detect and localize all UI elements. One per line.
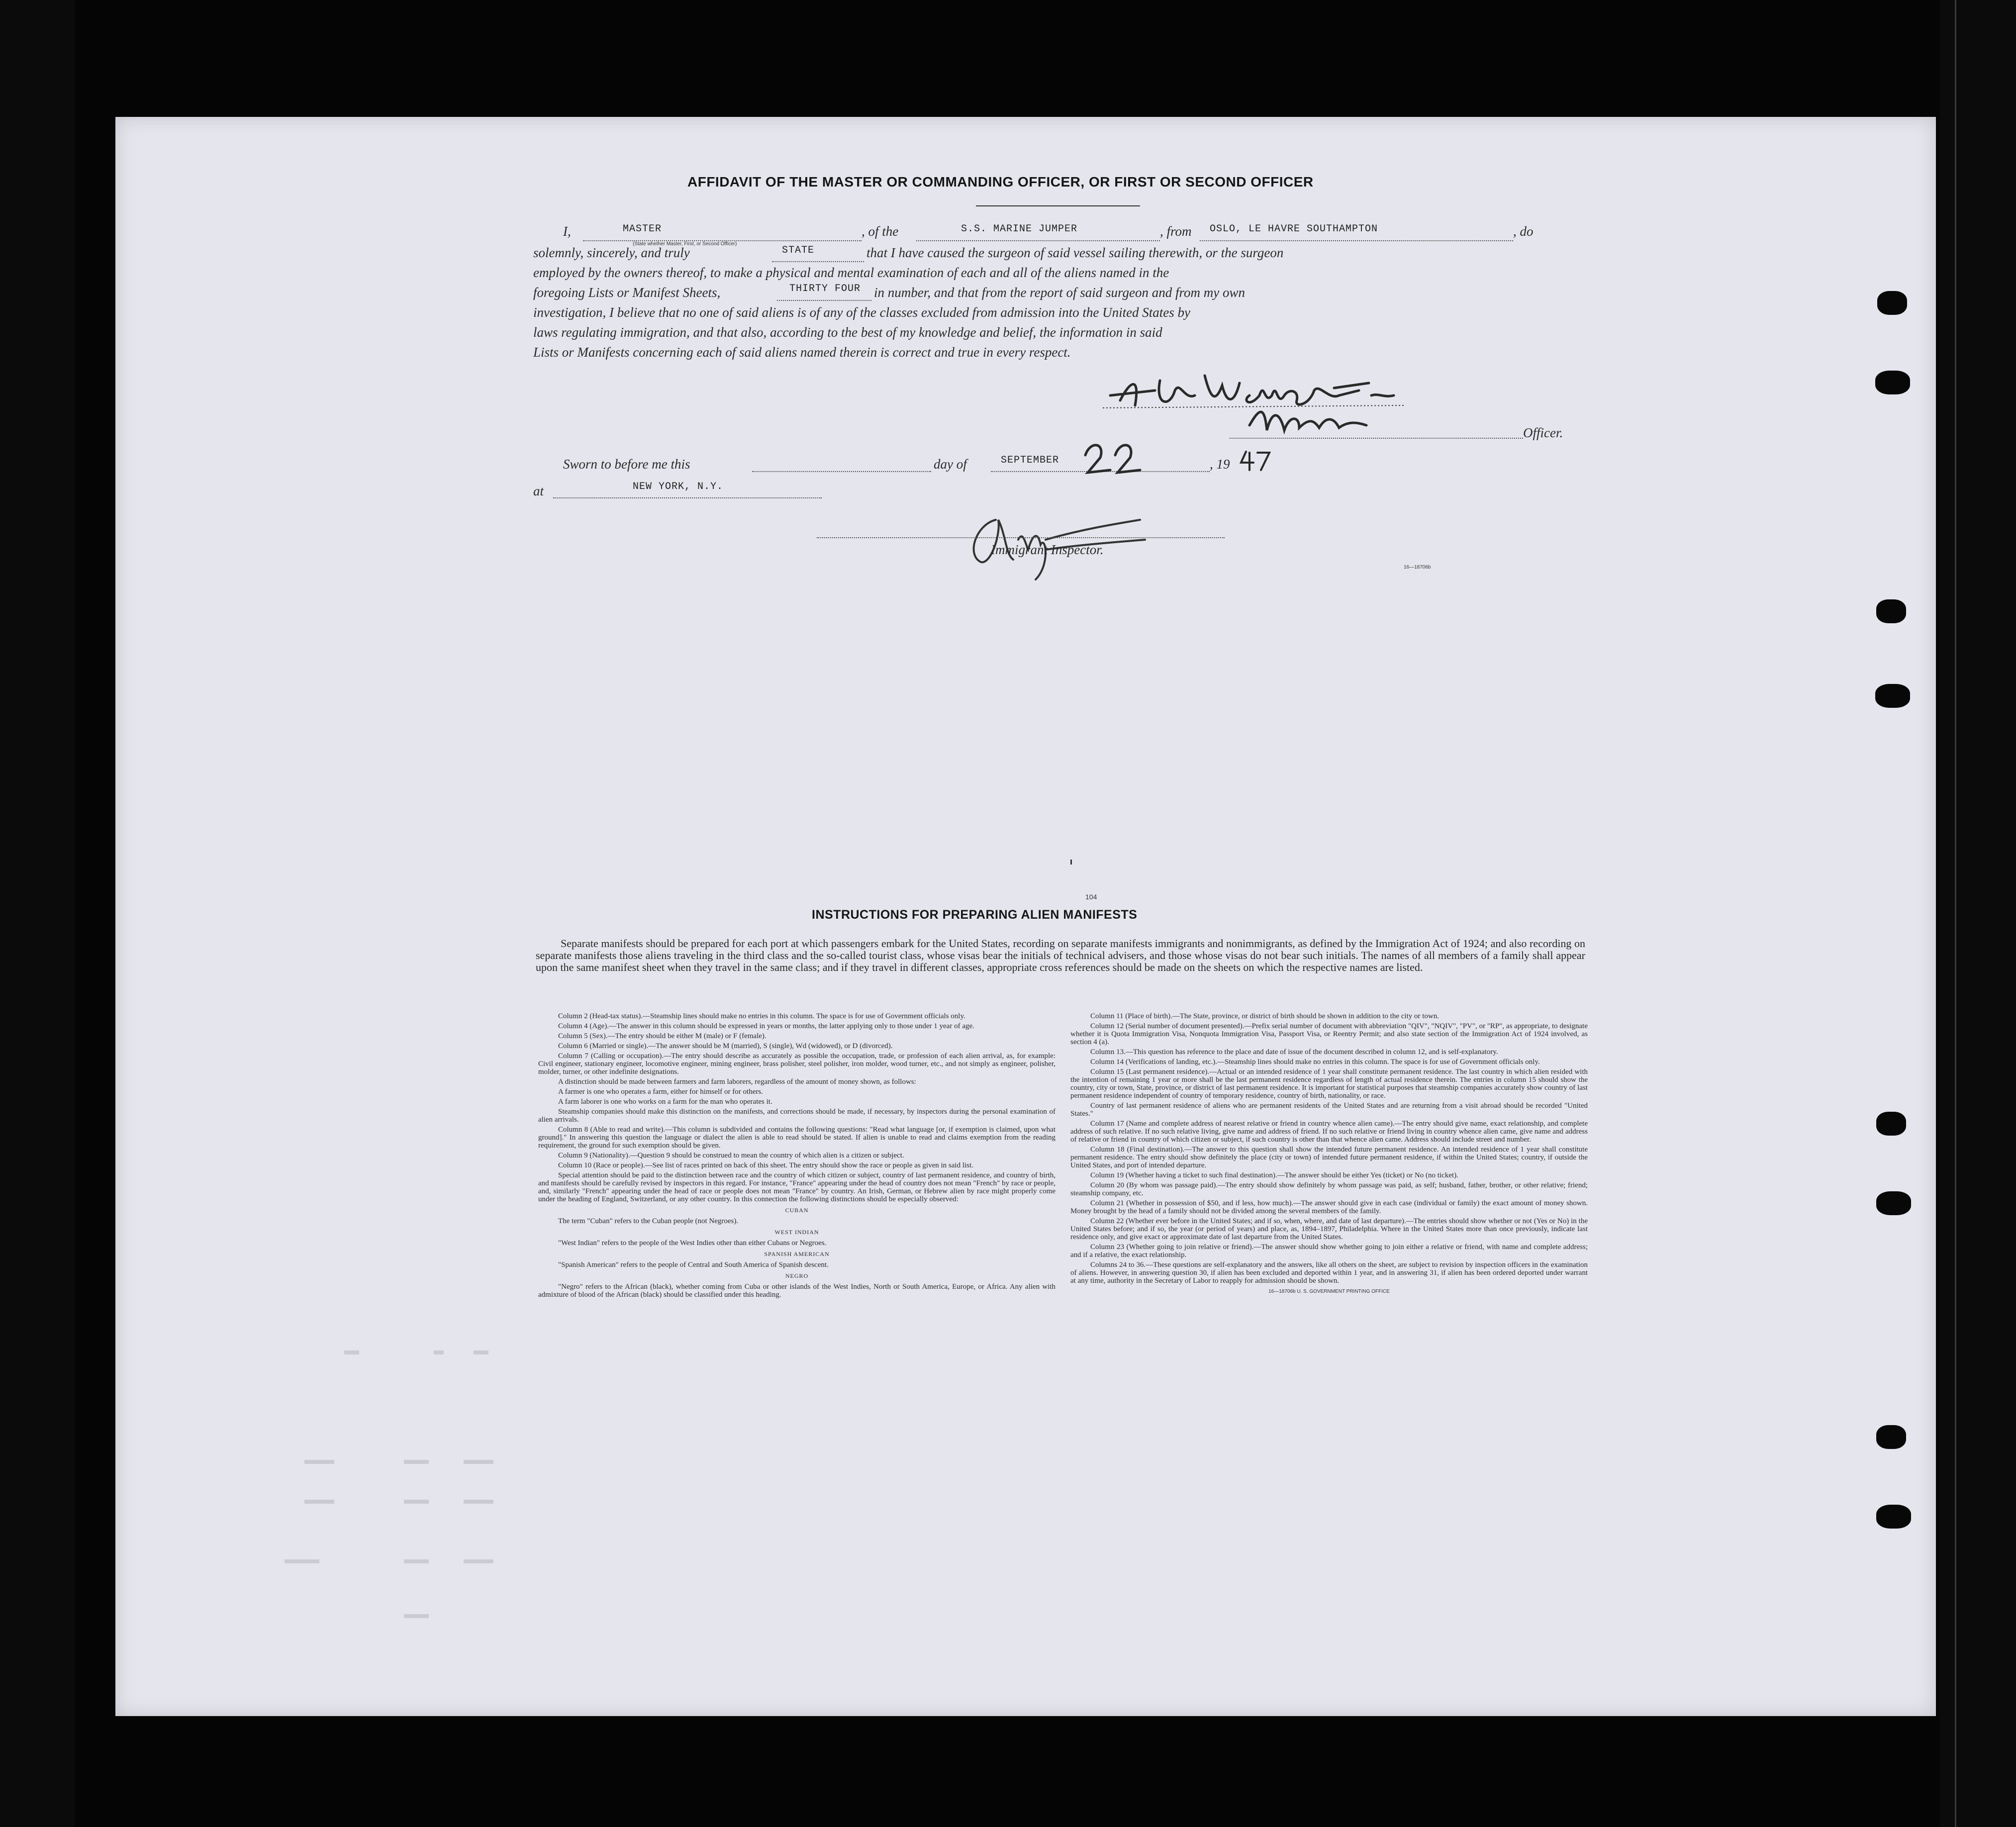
instruction-paragraph: Column 5 (Sex).—The entry should be either M (male) or F (female). bbox=[558, 1032, 767, 1040]
footer-mark: 16—18706b U. S. GOVERNMENT PRINTING OFFICE bbox=[1268, 1289, 1390, 1294]
section-heading: WEST INDIAN bbox=[774, 1229, 819, 1236]
affidavit-line-1: I, bbox=[563, 224, 571, 239]
instruction-paragraph: A farmer is one who operates a farm, either for himself or for others. bbox=[558, 1088, 763, 1096]
affidavit-title: AFFIDAVIT OF THE MASTER OR COMMANDING OFFICER, OR FIRST OR SECOND OFFICER bbox=[687, 174, 1314, 190]
ink-speck bbox=[1070, 860, 1072, 865]
instructions-title: INSTRUCTIONS FOR PREPARING ALIEN MANIFESTS bbox=[812, 908, 1138, 922]
bleed-through-marks bbox=[265, 1350, 513, 1649]
film-frame-left bbox=[0, 0, 75, 1827]
sheets-field: THIRTY FOUR bbox=[789, 283, 861, 294]
of-the-label: , of the bbox=[862, 224, 899, 239]
section-heading: CUBAN bbox=[785, 1207, 809, 1214]
instruction-paragraph: Column 20 (By whom was passage paid).—The entry should show definitely by whom passage was paid, as self; husband, father, brother, or other relative; friend; steamship company, etc. bbox=[1070, 1181, 1588, 1197]
instruction-paragraph: Column 6 (Married or single).—The answer should be M (married), S (single), Wd (widowed), or D (divorced). bbox=[558, 1042, 893, 1050]
instruction-paragraph: Column 15 (Last permanent residence).—Actual or an intended residence of 1 year shall constitute permanent residence. The last country in which alien resided with the intention of remaining 1 year or more shall be the last permanent residence regardless of length of actual residence therein. The entries in column 15 should show the country, city or town, State, province, or district of last permanent residence. It is important for statistical purposes that steamship companies accurately show country of last permanent residence independent of country of temporary residence, country of birth, nationality, or race. bbox=[1070, 1068, 1588, 1100]
year-label: , 19 bbox=[1210, 457, 1230, 472]
affidavit-line-4b: in number, and that from the report of said surgeon and from my own bbox=[874, 285, 1245, 300]
instruction-paragraph: "West Indian" refers to the people of the West Indies other than either Cubans or Negroes. bbox=[558, 1239, 827, 1247]
year-handwritten bbox=[1239, 448, 1273, 473]
instruction-paragraph: Special attention should be paid to the distinction between race and the country of which citizen or subject, country of last permanent residence, and country of birth, and manifests should be carefully revised by inspectors in this regard. For instance, "France" appearing under the head of country does not mean "French" by race or people, and, similarly "French" appearing under the head of race or people does not mean "France" by country. An Irish, German, or Hebrew alien by race might properly come under the heading of England, Switzerland, or any other country. In this connection the following distinctions should be especially observed: bbox=[538, 1171, 1056, 1203]
page-mark: 104 bbox=[1085, 893, 1097, 901]
state-field-line bbox=[772, 261, 864, 262]
punch-hole bbox=[1876, 1191, 1911, 1215]
instructions-right-column bbox=[1070, 1012, 1588, 1298]
punch-hole bbox=[1875, 684, 1910, 708]
instruction-paragraph: "Spanish American" refers to the people of Central and South America of Spanish descent. bbox=[558, 1261, 829, 1269]
film-frame-right bbox=[1940, 0, 2016, 1827]
from-label: , from bbox=[1160, 224, 1192, 239]
instruction-paragraph: Column 19 (Whether having a ticket to such final destination).—The answer should be either Yes (ticket) or No (no ticket). bbox=[1090, 1171, 1458, 1179]
inspector-sign-line bbox=[817, 537, 1225, 538]
day-handwritten bbox=[1080, 435, 1150, 480]
instruction-paragraph: Column 22 (Whether ever before in the United States; and if so, when, where, and date of last departure).—The entries should show whether or not (Yes or No) in the United States before; and if so, the year (or period of years) and place, as, 1894–1897, Philadelphia. Where in the United States more than once previously, indicate last residence only, and give exact or approximate date of last departure from the United States. bbox=[1070, 1217, 1588, 1241]
instruction-paragraph: Column 18 (Final destination).—The answer to this question shall show the intended future permanent residence. An intended residence of 1 year shall constitute permanent residence. The entry should show definitely the place (city or town) of intended future permanent residence, if within the United States; country, if outside the United States, and port of intended departure. bbox=[1070, 1146, 1588, 1169]
affidavit-line-6: laws regulating immigration, and that also, according to the best of my knowledge and belief, the information in said bbox=[533, 325, 1162, 340]
instruction-paragraph: Column 21 (Whether in possession of $50, and if less, how much).—The answer should give in each case (individual or family) the exact amount of money shown. Money brought by the head of a family should not be divided among the several members of the family. bbox=[1070, 1199, 1588, 1215]
ports-field: OSLO, LE HAVRE SOUTHAMPTON bbox=[1210, 223, 1378, 235]
manifest-page bbox=[115, 117, 1936, 1716]
sworn-label: Sworn to before me this bbox=[563, 457, 690, 472]
affidavit-line-2b: that I have caused the surgeon of said vessel sailing therewith, or the surgeon bbox=[866, 245, 1284, 260]
affidavit-line-5: investigation, I believe that no one of said aliens is of any of the classes excluded from admission into the United States by bbox=[533, 305, 1191, 320]
officer-label: Officer. bbox=[1523, 425, 1563, 440]
punch-hole bbox=[1876, 1505, 1911, 1529]
master-signature bbox=[1100, 361, 1548, 440]
ports-field-line bbox=[1200, 240, 1513, 241]
punch-hole bbox=[1876, 599, 1906, 623]
affidavit-line-4a: foregoing Lists or Manifest Sheets, bbox=[533, 285, 721, 300]
day-of-label: day of bbox=[934, 457, 967, 472]
place-field-line bbox=[553, 497, 822, 498]
affidavit-line-7: Lists or Manifests concerning each of said aliens named therein is correct and true in every respect. bbox=[533, 345, 1071, 360]
section-heading: NEGRO bbox=[785, 1272, 809, 1279]
instruction-paragraph: "Negro" refers to the African (black), whether coming from Cuba or other islands of the West Indies, North or South America, Europe, or Africa. Any alien with admixture of blood of the African (black) should be classified under this heading. bbox=[538, 1283, 1056, 1299]
title-rule bbox=[976, 205, 1140, 206]
master-title-line bbox=[1230, 438, 1523, 439]
master-field: MASTER bbox=[623, 223, 662, 235]
instruction-paragraph: A distinction should be made between farmers and farm laborers, regardless of the amount of money shown, as follows: bbox=[558, 1078, 916, 1086]
instruction-paragraph: The term "Cuban" refers to the Cuban people (not Negroes). bbox=[558, 1217, 739, 1225]
place-field: NEW YORK, N.Y. bbox=[633, 481, 724, 492]
instruction-paragraph: Column 8 (Able to read and write).—This column is subdivided and contains the following questions: "Read what language [or, if exemption is claimed, upon what ground]." In answering this question the language or dialect the alien is able to read should be stated. If alien is unable to read and claims exemption from the reading requirement, the ground for such exemption should be given. bbox=[538, 1126, 1056, 1150]
affidavit-line-3: employed by the owners thereof, to make a physical and mental examination of each and all of the aliens named in the bbox=[533, 265, 1169, 280]
sheets-field-line bbox=[777, 300, 871, 301]
instruction-paragraph: Column 17 (Name and complete address of nearest relative or friend in country whence alien came).—The entry should give name, exact relationship, and complete address of such relative. If no such relative living, give name and address of friend. If no such relative or friend living in country whence alien came, give name and address of relative or friend in country of which citizen or subject, if such country is other than that whence alien came. Address should include street and number. bbox=[1070, 1120, 1588, 1144]
state-field: STATE bbox=[782, 245, 815, 256]
instructions-left-column bbox=[538, 1012, 1056, 1301]
instruction-paragraph: Column 13.—This question has reference to the place and date of issue of the document described in column 12, and is self-explanatory. bbox=[1090, 1048, 1498, 1056]
punch-hole bbox=[1876, 1112, 1906, 1136]
instruction-paragraph: Column 23 (Whether going to join relative or friend).—The answer should show whether going to join either a relative or friend, with name and complete address; and if a relative, the exact relationship. bbox=[1070, 1243, 1588, 1259]
punch-hole bbox=[1875, 371, 1910, 394]
punch-hole bbox=[1876, 1425, 1906, 1449]
master-field-caption: (State whether Master, First, or Second Officer) bbox=[633, 241, 737, 247]
inspector-label: Immigrant Inspector. bbox=[991, 542, 1104, 557]
instruction-paragraph: Columns 24 to 36.—These questions are self-explanatory and the answers, like all others on the sheet, are subject to revision by inspection officers in the examination of aliens. However, in answering question 30, if alien has been excluded and deported within 1 year, and in answering 31, if alien has been ordered deported under warrant at any time, authority in the Secretary of Labor to reapply for admission should be shown. bbox=[1070, 1261, 1588, 1285]
instruction-paragraph: A farm laborer is one who works on a farm for the man who operates it. bbox=[558, 1098, 772, 1106]
instruction-paragraph: Column 10 (Race or people).—See list of races printed on back of this sheet. The entry should show the race or people as given in said list. bbox=[558, 1161, 973, 1169]
instruction-paragraph: Column 9 (Nationality).—Question 9 should be construed to mean the country of which alien is a citizen or subject. bbox=[558, 1152, 904, 1159]
instruction-paragraph: Country of last permanent residence of aliens who are permanent residents of the United States and are returning from a visit abroad should be recorded "United States." bbox=[1070, 1102, 1588, 1118]
instruction-paragraph: Column 14 (Verifications of landing, etc.).—Steamship lines should make no entries in this column. The space is for use of Government officials only. bbox=[1090, 1058, 1540, 1066]
film-frame-edge bbox=[1955, 0, 1956, 1827]
affidavit-line-2a: solemnly, sincerely, and truly bbox=[533, 245, 690, 260]
instruction-paragraph: Column 12 (Serial number of document presented).—Prefix serial number of document with abbreviation "QIV", "NQIV", "PV", or "RP", as appropriate, to designate whether it is Quota Immigration Visa, Nonquota Immigration Visa, Passport Visa, or Reentry Permit; and also state section of the Immigration Act of 1924 involved, as section 4 (a). bbox=[1070, 1022, 1588, 1046]
form-number-upper: 16—18706b bbox=[1404, 565, 1431, 570]
instruction-paragraph: Column 2 (Head-tax status).—Steamship lines should make no entries in this column. The space is for use of Government officials only. bbox=[558, 1012, 965, 1020]
instruction-paragraph: Column 7 (Calling or occupation).—The entry should describe as accurately as possible the occupation, trade, or profession of each alien arrival, as, for example: Civil engineer, stationary engineer, locomotive engineer, mining engineer, brass polisher, steel polisher, iron molder, wood turner, etc., and not simply as engineer, polisher, molder, turner, or other indefinite designations. bbox=[538, 1052, 1056, 1076]
instruction-paragraph: Steamship companies should make this distinction on the manifests, and corrections should be made, if necessary, by inspectors during the personal examination of alien arrivals. bbox=[538, 1108, 1056, 1124]
punch-hole bbox=[1877, 291, 1907, 315]
month-field: SEPTEMBER bbox=[1001, 455, 1059, 466]
instructions-intro: Separate manifests should be prepared for each port at which passengers embark for the United States, recording on separate manifests immigrants and nonimmigrants, as defined by the Immigration Act of 1924; and also recording on separate manifests those aliens traveling in the third class and the so-called tourist class, whose visas bear the initials of technical advisers, and those whose visas do not bear such initials. The names of all members of a family shall appear upon the same manifest sheet when they travel in the same class; and if they travel in different classes, appropriate cross references should be made on the sheets on which the respective names are listed. bbox=[536, 937, 1585, 973]
instruction-paragraph: Column 4 (Age).—The answer in this column should be expressed in years or months, the latter applying only to those under 1 year of age. bbox=[558, 1022, 974, 1030]
section-heading: SPANISH AMERICAN bbox=[764, 1250, 830, 1257]
do-label: , do bbox=[1513, 224, 1534, 239]
vessel-field: S.S. MARINE JUMPER bbox=[961, 223, 1078, 235]
sworn-day-line bbox=[752, 471, 931, 472]
instruction-paragraph: Column 11 (Place of birth).—The State, province, or district of birth should be shown in addition to the city or town. bbox=[1090, 1012, 1439, 1020]
vessel-field-line bbox=[916, 240, 1160, 241]
at-label: at bbox=[533, 483, 544, 498]
